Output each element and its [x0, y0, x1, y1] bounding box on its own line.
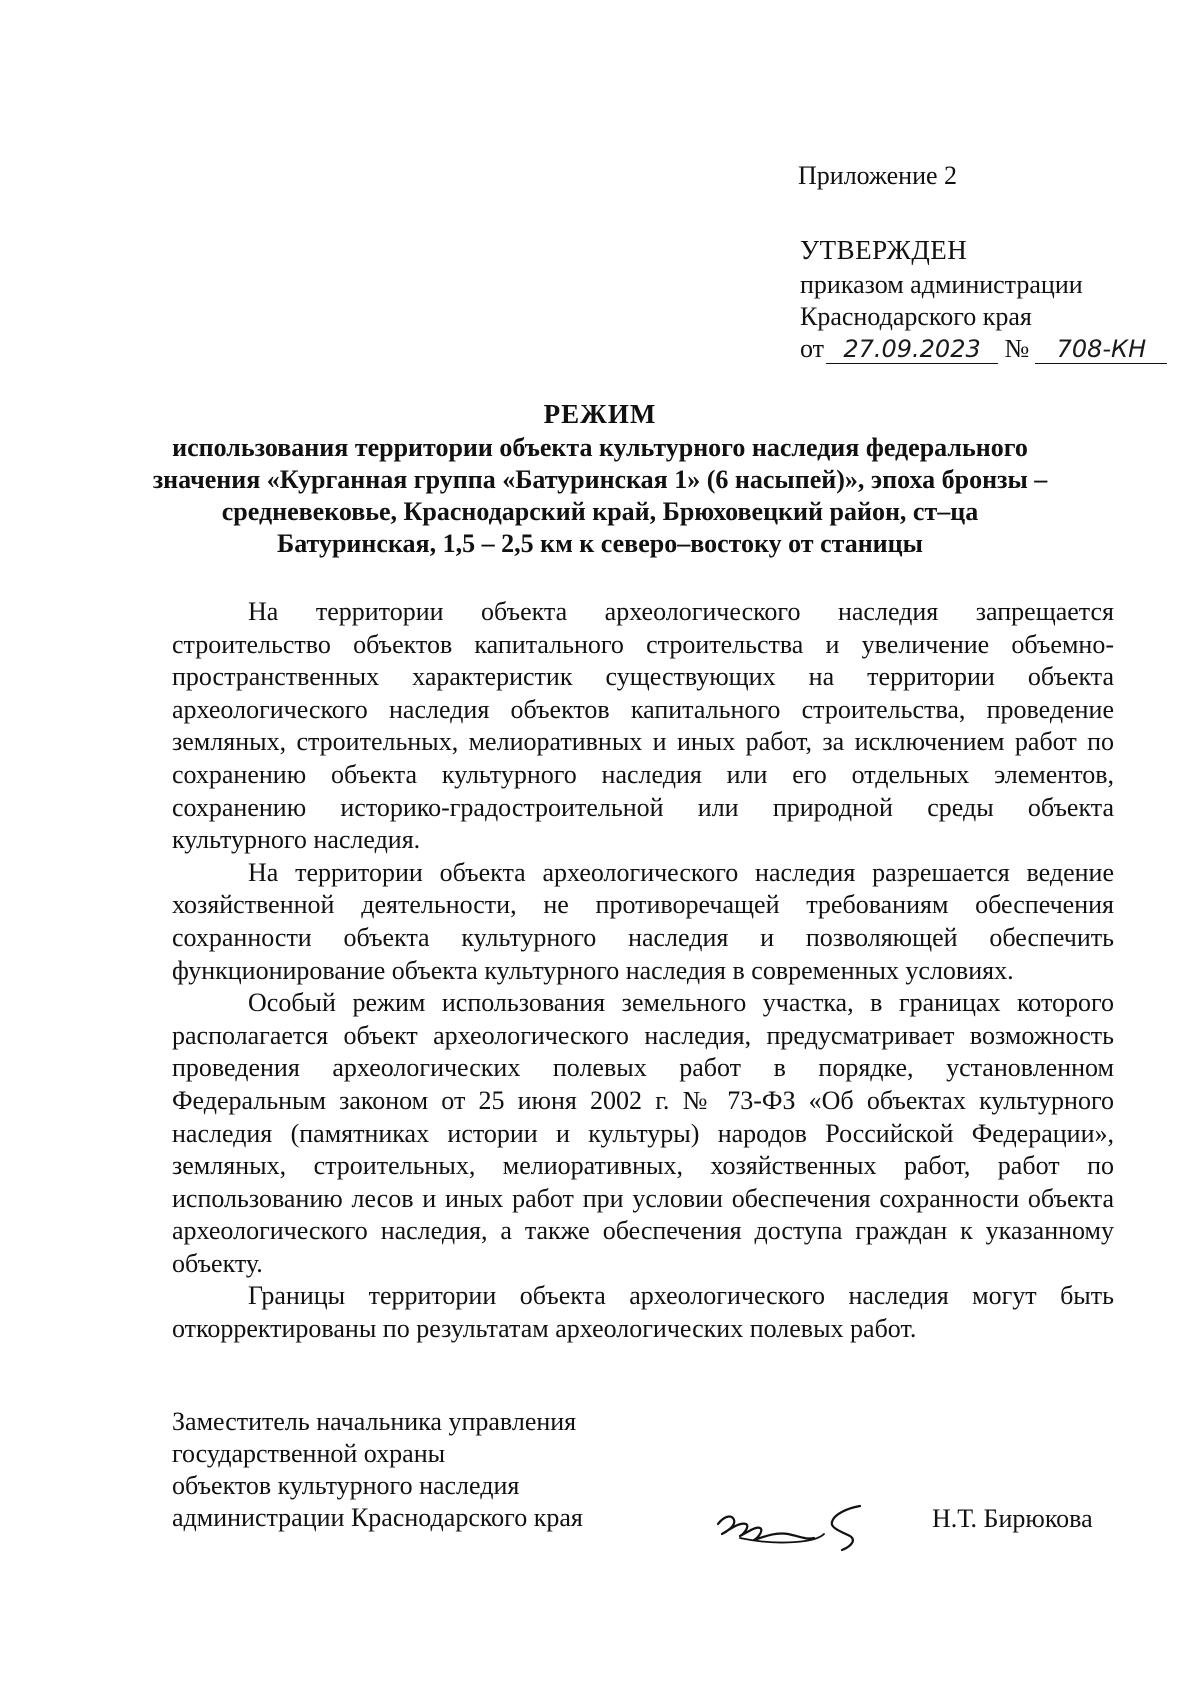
- approved-by-line-2: Краснодарского края: [800, 302, 1032, 331]
- order-date-number-line: [800, 333, 1167, 365]
- title-main: РЕЖИМ: [543, 399, 657, 429]
- body-paragraph-4: Границы территории объекта археологического наследия могут быть откорректированы по результатам археологических полевых работ.: [172, 1281, 1114, 1344]
- body-paragraph-2: На территории объекта археологического наследия разрешается ведение хозяйственной деятельности, не противоречащей требованиям обеспечения сохранности объекта культурного наследия и позволяющей обеспечить функционирование объекта культурного наследия в современных условиях.: [172, 857, 1114, 985]
- body-paragraph-3: Особый режим использования земельного участка, в границах которого располагается объект археологического наследия, предусматривает возможность проведения археологических полевых работ в порядке, установленном Федеральным законом от 25 июня 2002 г. № 73-ФЗ «Об объектах культурного наследия (памятниках истории и культуры) народов Российской Федерации», земляных, строительных, мелиоративных, хозяйственных работ, работ по использованию лесов и иных работ при условии обеспечения сохранности объекта археологического наследия, а также обеспечения доступа граждан к указанному объекту.: [172, 988, 1114, 1278]
- order-date-handwritten: 27.09.2023: [826, 335, 998, 364]
- signer-position-line-4: администрации Краснодарского края: [172, 1503, 583, 1532]
- appendix-label: Приложение 2: [798, 161, 958, 190]
- approval-block: [800, 234, 1167, 365]
- title-subtitle: использования территории объекта культурного наследия федерального значения «Курганная группа «Батуринская 1» (6 насыпей)», эпоха бронзы – средневековье, Краснодарский край, Брюховецкий район, ст–ца Батуринская, 1,5 – 2,5 км к северо–востоку от станицы: [152, 433, 1048, 558]
- signer-position-line-1: Заместитель начальника управления: [172, 1407, 577, 1436]
- order-number-handwritten: 708-КН: [1035, 335, 1167, 364]
- signer-position-line-3: объектов культурного наследия: [172, 1471, 520, 1500]
- document-title: [150, 398, 1050, 560]
- signer-position-line-2: государственной охраны: [172, 1439, 446, 1468]
- signer-position: [172, 1406, 583, 1534]
- handwritten-signature: [710, 1488, 880, 1558]
- document-body: [172, 596, 1114, 1346]
- body-paragraph-1: На территории объекта археологического наследия запрещается строительство объектов капитального строительства и увеличение объемно-пространственных характеристик существующих на территории объекта археологического наследия объектов капитального строительства, проведение земляных, строительных, мелиоративных и иных работ, за исключением работ по сохранению объекта культурного наследия или его отдельных элементов, сохранению историко-градостроительной или природной среды объекта культурного наследия.: [172, 597, 1114, 855]
- number-prefix: №: [1004, 334, 1030, 363]
- approved-by-line-1: приказом администрации: [800, 270, 1083, 299]
- date-prefix: от: [800, 334, 825, 363]
- signer-name: Н.Т. Бирюкова: [932, 1504, 1093, 1533]
- approved-heading: УТВЕРЖДЕН: [800, 235, 968, 265]
